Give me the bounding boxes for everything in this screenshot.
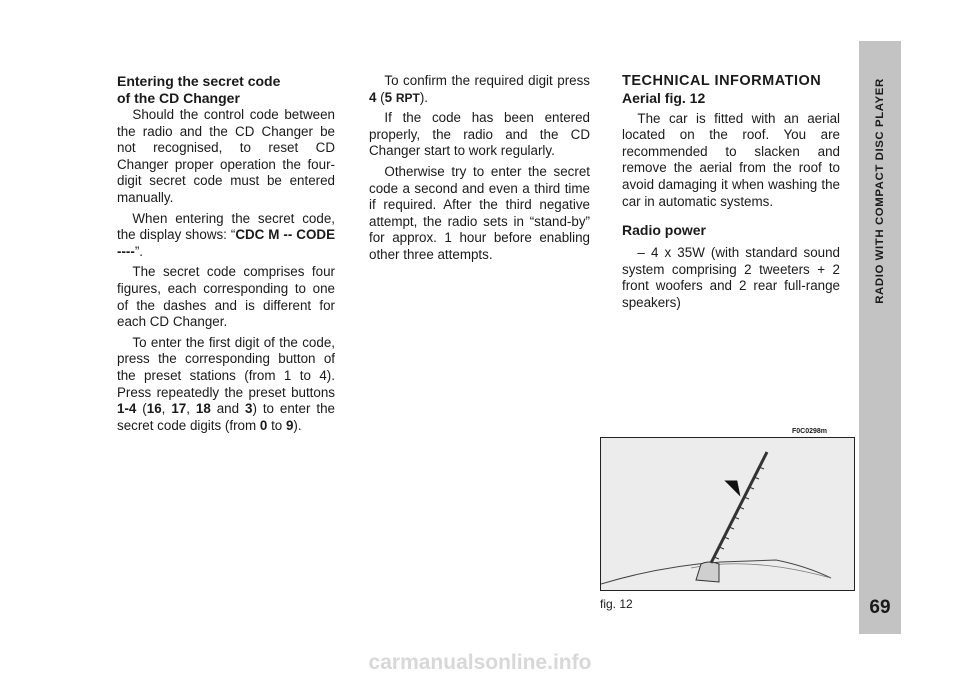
paragraph	[369, 73, 590, 106]
bold-text: 17	[171, 401, 187, 417]
bold-text: 9	[285, 417, 294, 433]
text: (	[376, 89, 385, 105]
column-left	[117, 73, 335, 434]
paragraph: – 4 x 35W (with standard sound system comprising 2 tweeters + 2 front woofers and 2 rear full-range speakers)	[622, 245, 840, 310]
paragraph	[117, 211, 335, 261]
paragraph	[117, 335, 335, 435]
paragraph: The car is fitted with an aerial located on the roof. You are recommended to slacken and remove the aerial from the roof to avoid damaging it when washing the car in automatic systems.	[622, 110, 840, 209]
watermark: carmanualsonline.info	[368, 651, 592, 674]
aerial-illustration	[600, 437, 855, 591]
subheading-aerial: Aerial fig. 12	[622, 89, 706, 106]
text: ,	[186, 401, 196, 417]
page-number: 69	[869, 597, 891, 618]
paragraph: Otherwise try to enter the secret code a second and even a third time if required. After the third negative attempt, the radio sets in “stand-by” for approx. 1 hour before enabling other three attempts.	[369, 163, 590, 262]
heading-line-2: of the CD Changer	[117, 90, 240, 106]
column-right	[622, 73, 840, 312]
bold-text: 16	[146, 401, 162, 417]
chapter-title	[859, 41, 901, 341]
bold-text: 5	[384, 89, 393, 105]
bold-text: 18	[195, 401, 211, 417]
bold-text: 1-4	[117, 401, 137, 417]
chapter-title-text: RADIO WITH COMPACT DISC PLAYER	[874, 78, 886, 304]
aerial-drawing	[601, 438, 854, 590]
text: When entering the secret code, the display shows: “	[117, 210, 335, 243]
paragraph: Should the control code between the radio and the CD Changer be not recognised, to reset CD Changer proper operation the four-digit secret code must be entered manually.	[117, 107, 335, 205]
bold-text: 3	[244, 401, 253, 417]
figure-label: fig. 12	[600, 597, 633, 611]
figure-code: F0C0298m	[792, 428, 828, 435]
text: To enter the first digit of the code, press the corresponding button of the preset stations (from 1 to 4). Press repeatedly the preset buttons	[117, 334, 335, 400]
text: To confirm the required digit press	[384, 73, 590, 88]
text: to	[267, 417, 286, 433]
bold-text: RPT	[395, 90, 420, 105]
text: ).	[293, 417, 302, 433]
paragraph: The secret code comprises four figures, each corresponding to one of the dashes and is different for each CD Changer.	[117, 264, 335, 330]
column-middle	[369, 73, 590, 264]
text: and	[210, 401, 245, 417]
paragraph: If the code has been entered properly, the radio and the CD Changer start to work regularly.	[369, 110, 590, 159]
text: ”.	[134, 243, 144, 259]
section-title: TECHNICAL INFORMATION	[622, 73, 822, 89]
text: ,	[161, 401, 172, 417]
text: ) to enter the secret code digits (from	[117, 401, 335, 433]
display-code: CDC M -- CODE ----	[117, 227, 335, 259]
bold-text: 4	[369, 89, 377, 105]
chapter-tab	[859, 41, 901, 634]
bold-text: 0	[259, 417, 268, 433]
heading-line-1: Entering the secret code	[117, 73, 281, 89]
text: ).	[419, 89, 429, 105]
subheading-radio-power: Radio power	[622, 222, 707, 239]
text: (	[136, 401, 147, 417]
section-heading	[117, 73, 335, 107]
